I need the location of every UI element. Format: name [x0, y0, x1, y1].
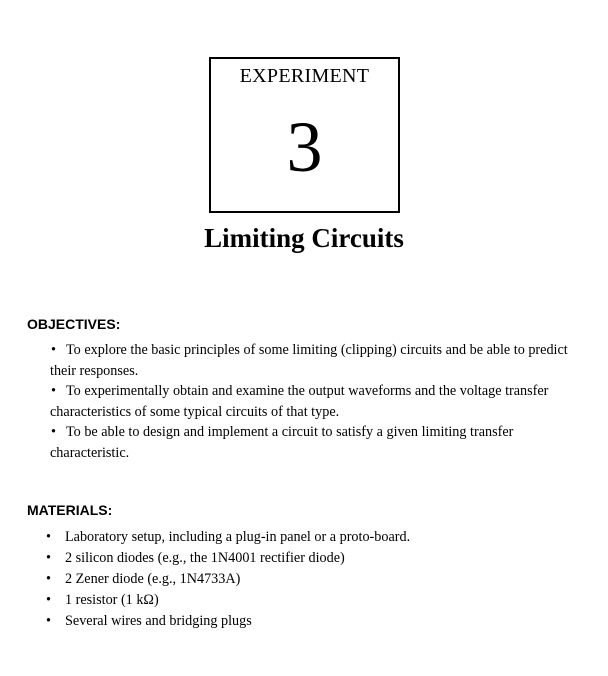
list-item	[46, 590, 576, 611]
page-title: Limiting Circuits	[204, 223, 404, 253]
bullet-icon: •	[51, 424, 56, 440]
bullet-icon: •	[46, 529, 51, 545]
list-item	[46, 569, 576, 590]
bullet-icon: •	[46, 550, 51, 566]
material-text: Several wires and bridging plugs	[65, 613, 252, 629]
objectives-heading: OBJECTIVES:	[27, 316, 121, 332]
material-text: Laboratory setup, including a plug-in panel or a proto-board.	[65, 529, 411, 545]
list-item	[50, 381, 580, 422]
materials-heading: MATERIALS:	[27, 502, 113, 518]
bullet-icon: •	[46, 571, 51, 587]
material-text: 1 resistor (1 kΩ)	[65, 592, 159, 608]
objective-text: To be able to design and implement a circuit to satisfy a given limiting transfer characteristic.	[50, 424, 514, 461]
experiment-label: EXPERIMENT	[239, 65, 370, 87]
objectives-list	[50, 340, 580, 463]
material-text: 2 silicon diodes (e.g., the 1N4001 rectifier diode)	[65, 550, 345, 566]
list-item	[50, 422, 580, 463]
bullet-icon: •	[46, 613, 51, 629]
objective-text: To experimentally obtain and examine the output waveforms and the voltage transfer characteristics of some typical circuits of that type.	[50, 383, 549, 420]
materials-list	[46, 527, 576, 632]
experiment-number: 3	[286, 107, 323, 187]
bullet-icon: •	[51, 383, 56, 399]
bullet-icon: •	[51, 342, 56, 358]
objective-text: To explore the basic principles of some limiting (clipping) circuits and be able to predict their responses.	[50, 342, 568, 379]
list-item	[50, 340, 580, 381]
list-item	[46, 611, 576, 632]
list-item	[46, 548, 576, 569]
bullet-icon: •	[46, 592, 51, 608]
list-item	[46, 527, 576, 548]
material-text: 2 Zener diode (e.g., 1N4733A)	[65, 571, 241, 587]
experiment-box	[209, 57, 400, 213]
